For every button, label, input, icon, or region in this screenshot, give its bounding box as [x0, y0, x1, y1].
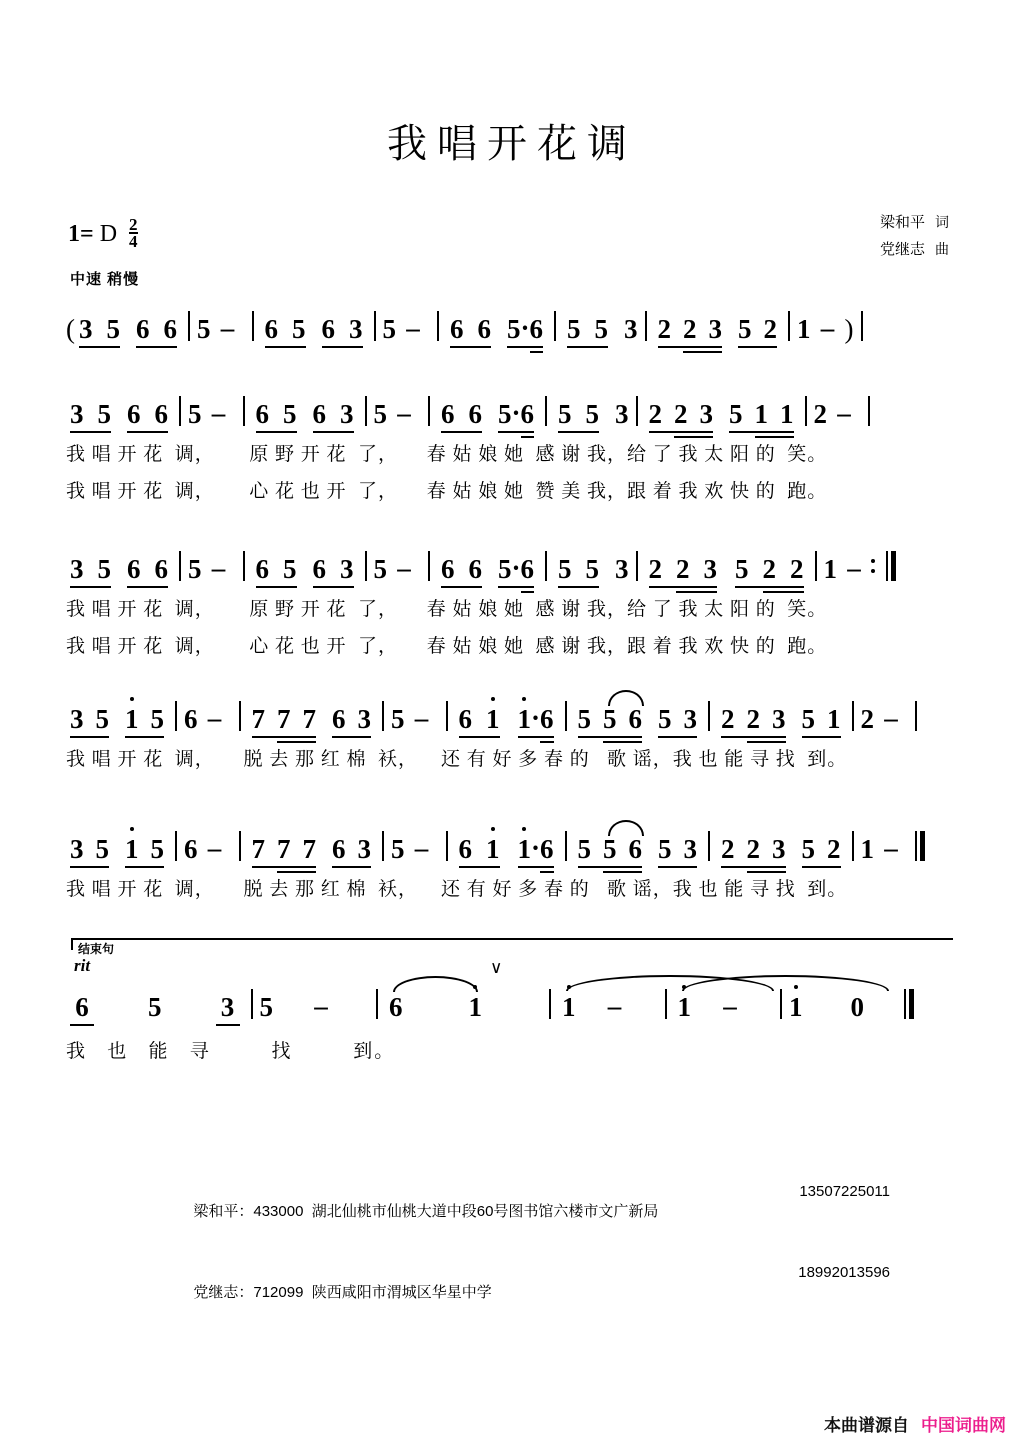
- beamed-group: 5 3: [658, 834, 697, 864]
- note: 1: [797, 314, 811, 344]
- contact-name: 梁和平：: [193, 1203, 254, 1220]
- final-barline: [904, 989, 914, 1019]
- beamed-group: 5 5 6: [578, 704, 643, 734]
- barline: [636, 551, 638, 581]
- barline: [428, 396, 430, 426]
- tempo-marking: 中速 稍慢: [70, 271, 140, 288]
- meter-denominator: 4: [129, 232, 138, 251]
- beamed-group: 3 5: [70, 834, 109, 864]
- beamed-group: 2 2 3: [721, 704, 786, 734]
- note: 6: [184, 834, 198, 864]
- note: 5: [382, 314, 396, 344]
- beamed-group: 6 6: [441, 554, 482, 584]
- sustain-dash: –: [406, 313, 420, 343]
- lyric-line-1: 我 也 能 寻 找 到。: [66, 1041, 396, 1062]
- sustain-dash: –: [397, 553, 411, 583]
- barline: [446, 701, 448, 731]
- contact-phone: 18992013596: [798, 1264, 890, 1281]
- barline: [554, 311, 556, 341]
- contact-phone: 13507225011: [799, 1183, 890, 1200]
- note: 5: [391, 834, 405, 864]
- beamed-group: 2 2 3: [648, 554, 717, 584]
- beamed-group: 5 · 6: [507, 313, 543, 344]
- barline: [815, 551, 817, 581]
- note: 3: [615, 399, 629, 429]
- note-row: [66, 820, 958, 864]
- beamed-group: 1 5: [125, 834, 164, 864]
- beamed-group: 6 6: [136, 314, 177, 344]
- note-row: [66, 385, 958, 429]
- composer-name: 党继志: [879, 242, 925, 258]
- slur: [393, 976, 478, 992]
- beamed-group: 6 5: [255, 554, 297, 584]
- barline: [175, 831, 177, 861]
- contact-text: [160, 1264, 492, 1319]
- lyric-line-1: 我 唱 开 花 调， 脱 去 那 红 棉 袄， 还 有 好 多 春 的 歌 谣，我 也 能 寻 找 到。: [66, 749, 848, 770]
- lyric-line-2: 我 唱 开 花 调， 心 花 也 开 了， 春 姑 娘 她 赞 美 我，跟 着 我 欢 快 的 跑。: [66, 481, 828, 502]
- sustain-dash: –: [607, 991, 622, 1021]
- barline: [239, 701, 241, 731]
- beamed-group: 1 5: [125, 704, 164, 734]
- beamed-group: 2 2 3: [657, 314, 722, 344]
- beamed-group: 6 3: [312, 399, 354, 429]
- key-signature: [68, 215, 138, 251]
- music-system-intro: [66, 300, 958, 344]
- barline: [915, 701, 917, 731]
- barline: [179, 551, 181, 581]
- barline: [175, 701, 177, 731]
- tied-group: 1 –: [562, 991, 654, 1022]
- barline: [376, 989, 378, 1019]
- open-paren: (: [66, 314, 75, 344]
- contact-name: 党继志：: [193, 1284, 254, 1301]
- lyricist-line: [880, 210, 949, 237]
- note: 5: [188, 399, 202, 429]
- barline: [446, 831, 448, 861]
- beamed-group: 6 3: [312, 554, 354, 584]
- note: 5: [373, 399, 387, 429]
- barline: [382, 831, 384, 861]
- note: 5: [148, 992, 162, 1022]
- note-row: [66, 540, 958, 584]
- rest: 0: [850, 992, 864, 1022]
- lyric-line-2: 我 唱 开 花 调， 心 花 也 开 了， 春 姑 娘 她 感 谢 我，跟 着 我 欢 快 的 跑。: [66, 636, 828, 657]
- note: 5: [391, 704, 405, 734]
- lyric-line-1: 我 唱 开 花 调， 脱 去 那 红 棉 袄， 还 有 好 多 春 的 歌 谣，我 也 能 寻 找 到。: [66, 879, 848, 900]
- contact-address: 433000 湖北仙桃市仙桃大道中段60号图书馆六楼市文广新局: [253, 1203, 659, 1220]
- beamed-group: 5 5 6: [578, 834, 643, 864]
- beamed-group: 5 1 1: [729, 399, 794, 429]
- time-signature: [129, 217, 138, 249]
- beamed-group: 6 1: [459, 704, 500, 734]
- contact-block: [160, 1183, 890, 1345]
- barline: [428, 551, 430, 581]
- sustain-dash: –: [207, 703, 222, 733]
- note-row: [66, 300, 958, 344]
- beamed-group: 2 2 3: [648, 399, 713, 429]
- final-barline: [915, 831, 925, 861]
- tied-group: 1 –: [678, 991, 770, 1022]
- beamed-group: 5 2 2: [735, 554, 804, 584]
- lyric-line-1: 我 唱 开 花 调， 原 野 开 花 了， 春 姑 娘 她 感 谢 我，给 了 我 太 阳 的 笑。: [66, 599, 828, 620]
- barline: [243, 396, 245, 426]
- composer-line: [880, 237, 949, 264]
- barline: [252, 311, 254, 341]
- barline: [365, 396, 367, 426]
- barline: [565, 831, 567, 861]
- beamed-group: 6 3: [332, 834, 371, 864]
- note: 6: [184, 704, 198, 734]
- note: 1: [823, 554, 837, 584]
- note: 5: [188, 554, 202, 584]
- beamed-group: 5 5: [558, 554, 599, 584]
- rit-marking: rit: [74, 956, 91, 975]
- barline: [861, 311, 863, 341]
- sustain-dash: –: [414, 703, 429, 733]
- barline: [708, 831, 710, 861]
- barline: [251, 989, 253, 1019]
- note: 5: [373, 554, 387, 584]
- note: 3: [216, 992, 240, 1022]
- note: 1: [789, 992, 803, 1022]
- beamed-group: 5 · 6: [498, 553, 534, 584]
- sustain-dash: –: [884, 833, 898, 863]
- barline: [179, 396, 181, 426]
- barline: [545, 396, 547, 426]
- contact-row: [160, 1183, 890, 1238]
- note: 3: [615, 554, 629, 584]
- barline: [545, 551, 547, 581]
- beamed-group: 5 1: [801, 704, 841, 734]
- barline: [868, 396, 870, 426]
- beamed-group: 5 5: [558, 399, 599, 429]
- barline: [708, 701, 710, 731]
- beamed-group: 5 · 6: [498, 398, 534, 429]
- barline: [549, 989, 551, 1019]
- sustain-dash: –: [211, 553, 226, 583]
- beamed-group: 1 · 6: [518, 833, 554, 864]
- beamed-group: 6 6: [450, 314, 491, 344]
- beamed-group: 6 6: [127, 554, 168, 584]
- page-title: 我唱开花调: [387, 121, 637, 166]
- barline: [788, 311, 790, 341]
- beamed-group: 5 5: [567, 314, 608, 344]
- beamed-group: 3 5: [79, 314, 120, 344]
- note: 3: [624, 314, 638, 344]
- barline: [780, 989, 782, 1019]
- music-system-verse2: [66, 540, 958, 658]
- beamed-group: 5 2: [738, 314, 777, 344]
- beamed-group: 7 7 7: [251, 834, 316, 864]
- lyricist-role: 词: [935, 216, 949, 231]
- beamed-group: 6 1: [459, 834, 500, 864]
- barline: [365, 551, 367, 581]
- sustain-dash: –: [207, 833, 222, 863]
- barline: [805, 396, 807, 426]
- close-paren: ): [844, 314, 854, 344]
- coda-label: 结束句: [78, 942, 115, 956]
- barline: [374, 311, 376, 341]
- beamed-group: 5 3: [658, 704, 697, 734]
- beamed-group: 6 3: [321, 314, 363, 344]
- lyric-line-1: 我 唱 开 花 调， 原 野 开 花 了， 春 姑 娘 她 感 谢 我，给 了 我 太 阳 的 笑。: [66, 444, 828, 465]
- music-system-verse4: [66, 820, 958, 901]
- repeat-end-barline: [886, 551, 896, 581]
- contact-row: [160, 1264, 890, 1319]
- beamed-group: 6 5: [255, 399, 297, 429]
- sustain-dash: –: [220, 313, 235, 343]
- watermark-prefix: 本曲谱源自: [824, 1416, 909, 1435]
- music-system-verse1: [66, 385, 958, 503]
- note: 2: [813, 399, 827, 429]
- barline: [665, 989, 667, 1019]
- beamed-group: 3 5: [70, 704, 109, 734]
- key-value: D: [99, 220, 118, 247]
- barline: [636, 396, 638, 426]
- coda-bracket: [71, 938, 953, 950]
- credits: [880, 210, 949, 264]
- sustain-dash: –: [884, 703, 898, 733]
- key-label: 1=: [68, 220, 94, 247]
- barline: [645, 311, 647, 341]
- note: 1: [860, 834, 874, 864]
- beamed-group: 3 5: [70, 399, 111, 429]
- beamed-group: 2 2 3: [721, 834, 786, 864]
- sustain-dash: –: [414, 833, 429, 863]
- slurred-group: 6 1: [389, 992, 482, 1022]
- music-system-coda: [66, 938, 958, 1063]
- barline: [852, 701, 854, 731]
- barline: [188, 311, 190, 341]
- contact-address: 712099 陕西咸阳市渭城区华星中学: [253, 1284, 492, 1301]
- sustain-dash: –: [820, 313, 835, 343]
- barline: [852, 831, 854, 861]
- meter-numerator: 2: [129, 215, 138, 234]
- sustain-dash: –: [314, 991, 328, 1021]
- sustain-dash: –: [397, 398, 411, 428]
- watermark-site-link[interactable]: 中国词曲网: [921, 1416, 1006, 1435]
- contact-text: [160, 1183, 658, 1238]
- music-system-verse3: [66, 690, 958, 771]
- beamed-group: 5 2: [801, 834, 841, 864]
- beamed-group: 3 5: [70, 554, 111, 584]
- note: 2: [860, 704, 874, 734]
- beamed-group: 7 7 7: [251, 704, 316, 734]
- sustain-dash: –: [847, 553, 861, 583]
- note: 5: [197, 314, 211, 344]
- composer-role: 曲: [935, 243, 949, 258]
- barline: [382, 701, 384, 731]
- lyricist-name: 梁和平: [879, 215, 925, 231]
- barline: [243, 551, 245, 581]
- source-watermark: [824, 1411, 1006, 1436]
- breath-mark: ∨: [490, 958, 503, 977]
- sustain-dash: –: [837, 398, 851, 428]
- barline: [437, 311, 439, 341]
- barline: [565, 701, 567, 731]
- note-row: [66, 690, 958, 734]
- barline: [239, 831, 241, 861]
- note: 5: [259, 992, 273, 1022]
- beamed-group: 6 6: [127, 399, 168, 429]
- sustain-dash: –: [723, 991, 737, 1021]
- beamed-group: 6 6: [441, 399, 482, 429]
- note: 6: [70, 992, 94, 1022]
- beamed-group: 6 5: [264, 314, 306, 344]
- repeat-dots: [871, 551, 875, 581]
- sustain-dash: –: [211, 398, 226, 428]
- beamed-group: 6 3: [332, 704, 371, 734]
- beamed-group: 1 · 6: [518, 703, 554, 734]
